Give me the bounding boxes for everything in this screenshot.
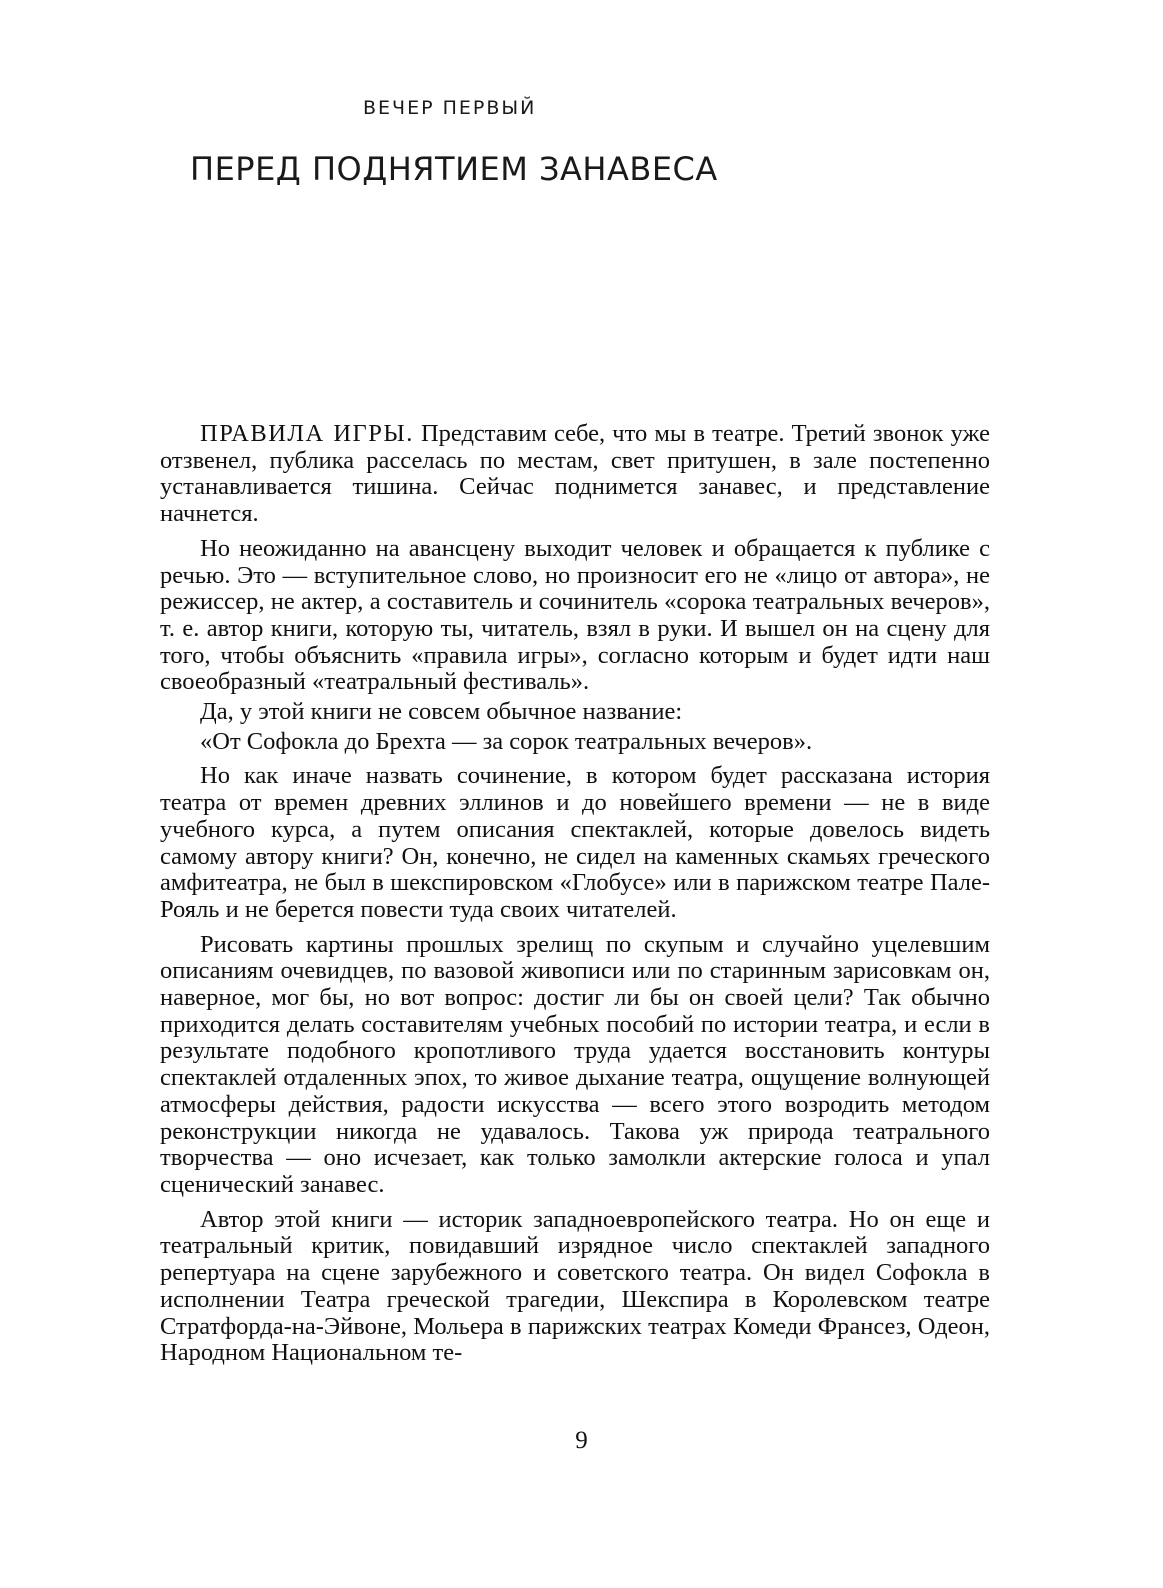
paragraph: Да, у этой книги не совсем обычное название:	[200, 698, 683, 726]
section-lead-in: ПРАВИЛА ИГРЫ.	[200, 420, 414, 447]
chapter-title: ПЕРЕД ПОДНЯТИЕМ ЗАНАВЕСА	[190, 150, 718, 188]
paragraph: Но неожиданно на авансцену выходит человек и обращается к публике с речью. Это — вступительное слово, но произносит его не «лицо от автора», не режиссер, не актер, а составитель и сочинитель «сорока театральных вечеров», т. е. автор книги, которую ты, читатель, взял в руки. И вышел он на сцену для того, чтобы объяснить «правила игры», согласно которым и будет идти наш своеобразный «театральный фестиваль».	[160, 534, 990, 696]
paragraph: «От Софокла до Брехта — за сорок театральных вечеров».	[200, 727, 813, 755]
paragraph: Рисовать картины прошлых зрелищ по скупым и случайно уцелевшим описаниям очевидцев, по вазовой живописи или по старинным зарисовкам он, наверное, мог бы, но вот вопрос: достиг ли бы он своей цели? Так обычно приходится делать составителям учебных пособий по истории театра, и если в результате подобного кропотливого труда удается восстановить контуры спектаклей отдаленных эпох, то живое дыхание театра, ощущение волнующей атмосферы действия, радости искусства — всего этого возродить методом реконструкции никогда не удавалось. Такова уж природа театрального творчества — оно исчезает, как только замолкли актерские голоса и упал сценический занавес.	[160, 930, 990, 1198]
chapter-kicker: ВЕЧЕР ПЕРВЫЙ	[363, 97, 537, 119]
paragraph: Автор этой книги — историк западноевропейского театра. Но он еще и театральный критик, повидавший изрядное число спектаклей западного репертуара на сцене зарубежного и советского театра. Он видел Софокла в исполнении Театра греческой трагедии, Шекспира в Королевском театре Стратфорда-на-Эйвоне, Мольера в парижских театрах Комеди Франсез, Одеон, Народном Национальном те-	[160, 1205, 990, 1367]
paragraph	[160, 421, 990, 528]
paragraph-text: Представим себе, что мы в театре. Третий звонок уже отзвенел, публика расселась по местам, свет притушен, в зале постепенно устанавливается тишина. Сейчас поднимется занавес, и представление начнется.	[160, 420, 990, 528]
body-text	[160, 421, 990, 1367]
paragraph: Но как иначе назвать сочинение, в котором будет рассказана история театра от времен древних эллинов и до новейшего времени — не в виде учебного курса, а путем описания спектаклей, которые довелось видеть самому автору книги? Он, конечно, не сидел на каменных скамьях греческого амфитеатра, не был в шекспировском «Глобусе» или в парижском театре Пале-Рояль и не берется повести туда своих читателей.	[160, 762, 990, 923]
page-number: 9	[575, 1427, 588, 1454]
